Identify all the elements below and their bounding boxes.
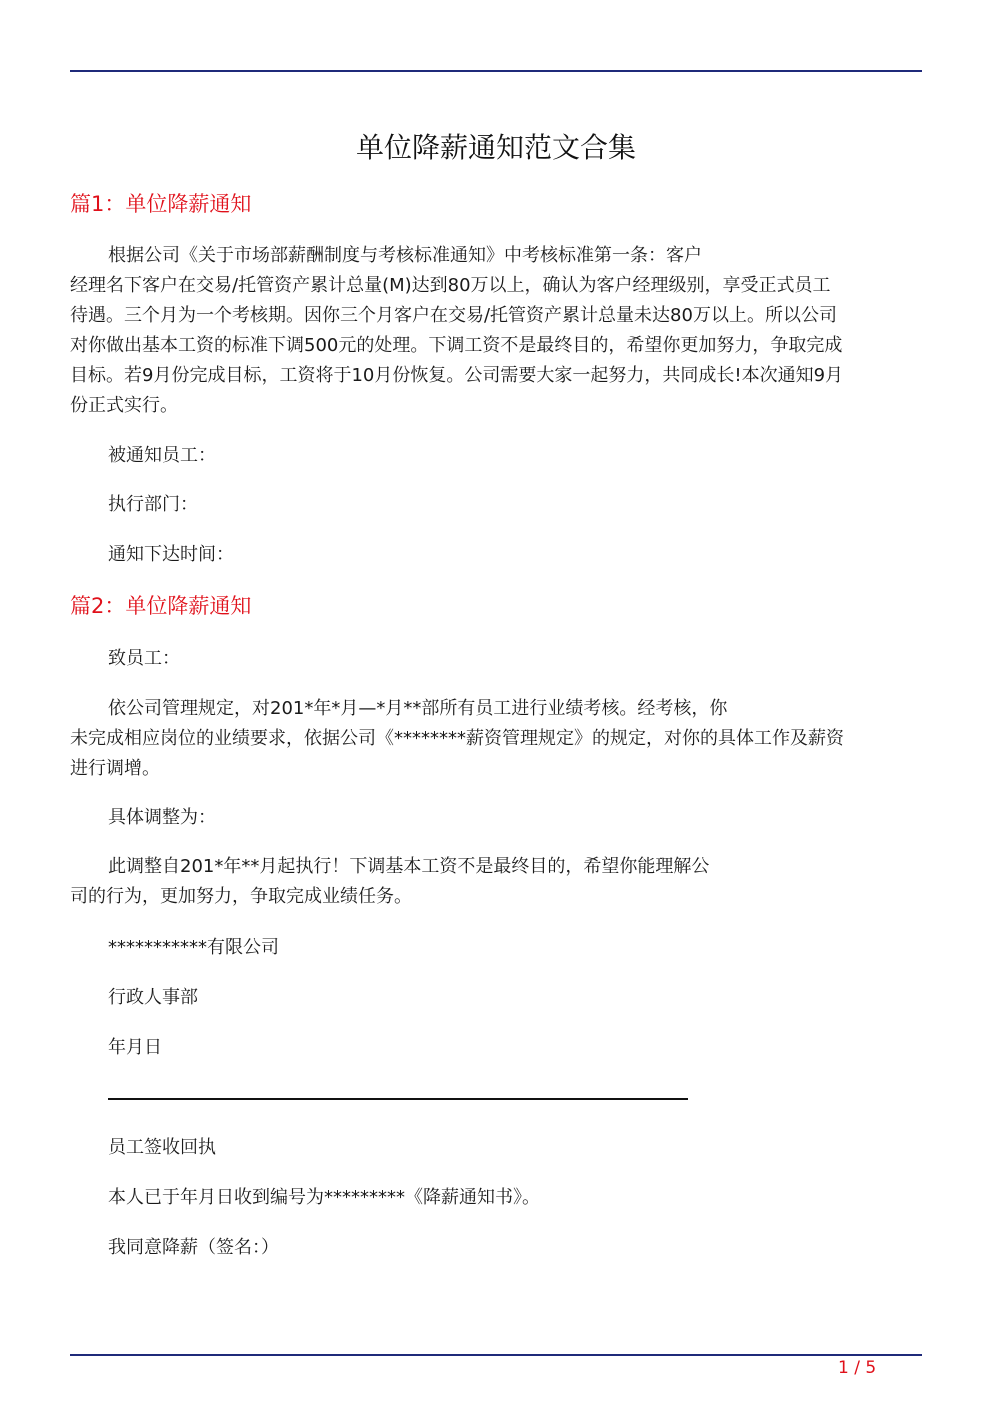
paragraph-line: 依公司管理规定，对201*年*月—*月**部所有员工进行业绩考核。经考核，你	[108, 698, 728, 719]
paragraph-line: 对你做出基本工资的标准下调500元的处理。下调工资不是最终目的，希望你更加努力，争取完成	[70, 335, 843, 356]
signature-date: 年月日	[108, 1037, 162, 1058]
receipt-text: 本人已于年月日收到编号为*********《降薪通知书》。	[108, 1187, 540, 1208]
section-2-heading: 篇2：单位降薪通知	[70, 594, 252, 618]
adjustment-label: 具体调整为：	[108, 807, 216, 828]
paragraph-line: 此调整自201*年**月起执行！下调基本工资不是最终目的，希望你能理解公	[108, 856, 710, 877]
greeting: 致员工：	[108, 648, 180, 669]
consent-signature: 我同意降薪（签名：）	[108, 1237, 279, 1258]
adjustment-paragraph	[70, 852, 922, 912]
header-rule	[70, 70, 922, 72]
document-title: 单位降薪通知范文合集	[355, 131, 636, 164]
company-name: ***********有限公司	[108, 937, 279, 958]
paragraph-line: 司的行为，更加努力，争取完成业绩任务。	[70, 886, 412, 907]
section-2-paragraph	[70, 694, 922, 784]
hr-department: 行政人事部	[108, 987, 198, 1008]
paragraph-line: 目标。若9月份完成目标，工资将于10月份恢复。公司需要大家一起努力，共同成长!本次通知9月	[70, 365, 844, 386]
section-1-heading: 篇1：单位降薪通知	[70, 192, 252, 216]
footer-rule	[70, 1354, 922, 1356]
notified-employee-label: 被通知员工：	[108, 445, 216, 466]
issue-time-label: 通知下达时间：	[108, 544, 234, 565]
paragraph-line: 根据公司《关于市场部薪酬制度与考核标准通知》中考核标准第一条：客户	[108, 245, 702, 266]
paragraph-line: 份正式实行。	[70, 395, 178, 416]
paragraph-line: 未完成相应岗位的业绩要求，依据公司《********薪资管理规定》的规定，对你的具体工作及薪资	[70, 728, 844, 749]
paragraph-line: 经理名下客户在交易/托管资产累计总量(M)达到80万以上，确认为客户经理级别，享受正式员工	[70, 275, 831, 296]
section-1-paragraph	[70, 241, 922, 421]
paragraph-line: 待遇。三个月为一个考核期。因你三个月客户在交易/托管资产累计总量未达80万以上。所以公司	[70, 305, 837, 326]
cut-line-divider	[108, 1098, 688, 1100]
paragraph-line: 进行调增。	[70, 758, 160, 779]
page-number: 1 / 5	[838, 1358, 877, 1378]
department-label: 执行部门：	[108, 494, 198, 515]
receipt-title: 员工签收回执	[108, 1137, 216, 1158]
